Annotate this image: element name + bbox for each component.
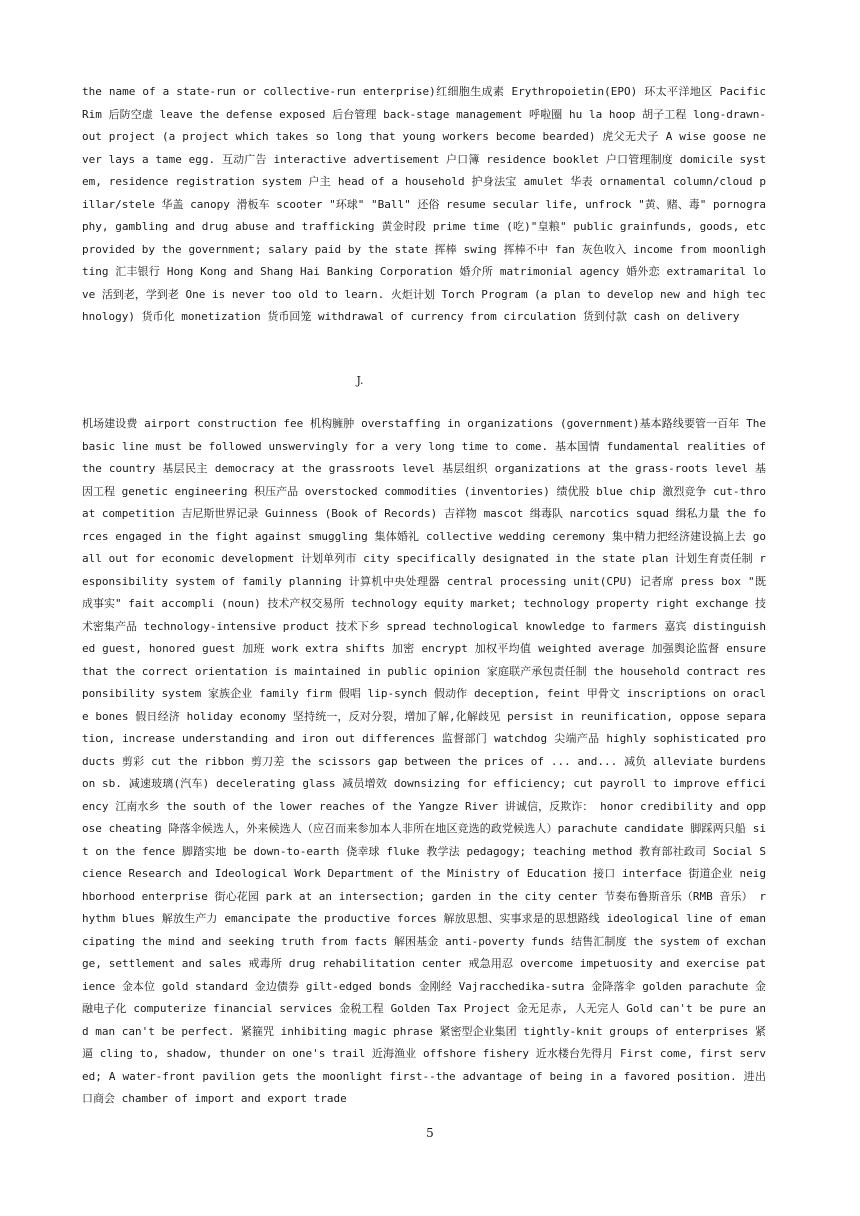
glossary-section-h-text: the name of a state-run or collective-run enterprise)红细胞生成素 Erythropoietin(EPO) 环太平洋地区 Pacific Rim 后防空虚 leave the defense exposed 后台管理 back-stage management 呼啦圈 hu la hoop 胡子工程 long-drawn-out project (a project which takes so long that young workers become bearded) 虎父无犬子 A wise goose never lays a tame egg. 互动广告 interactive advertisement 户口簿 residence booklet 户口管理制度 domicile system, residence registration system 户主 head of a household 护身法宝 amulet 华表 ornamental column/cloud pillar/stele 华盖 canopy 滑板车 scooter "环球" "Ball" 还俗 resume secular life, unfrock "黄、赌、毒" pornography, gambling and drug abuse and trafficking 黄金时段 prime time (吃)"皇粮" public grainfunds, goods, etc provided by the government; salary paid by the state 挥棒 swing 挥棒不中 fan 灰色收入 income from moonlighting 汇丰银行 Hong Kong and Shang Hai Banking Corporation 婚介所 matrimonial agency 婚外恋 extramarital love 活到老，学到老 One is never too old to learn. 火炬计划 Torch Program (a plan to develop new and high technology) 货币化 monetization 货币回笼 withdrawal of currency from circulation 货到付款 cash on delivery [82,85,766,323]
page-number: 5 [426,1126,434,1140]
section-heading-j: J. [356,374,364,387]
glossary-section-j-text: 机场建设费 airport construction fee 机构臃肿 overstaffing in organizations (government)基本路线要管一百年 The basic line must be followed unswervingly for a very long time to come. 基本国情 fundamental realities of the country 基层民主 democracy at the grassroots level 基层组织 organizations at the grass-roots level 基因工程 genetic engineering 积压产品 overstocked commodities (inventories) 绩优股 blue chip 激烈竞争 cut-throat competition 吉尼斯世界记录 Guinness (Book of Records) 吉祥物 mascot 缉毒队 narcotics squad 缉私力量 the forces engaged in the fight against smuggling 集体婚礼 collective wedding ceremony 集中精力把经济建设搞上去 go all out for economic development 计划单列市 city specifically designated in the state plan 计划生育责任制 responsibility system of family planning 计算机中央处理器 central processing unit(CPU) 记者席 press box "既成事实" fait accompli (noun) 技术产权交易所 technology equity market; technology property right exchange 技术密集产品 technology-intensive product 技术下乡 spread technological knowledge to farmers 嘉宾 distinguished guest, honored guest 加班 work extra shifts 加密 encrypt 加权平均值 weighted average 加强舆论监督 ensure that the correct orientation is maintained in public opinion 家庭联产承包责任制 the household contract responsibility system 家族企业 family firm 假唱 lip-synch 假动作 deception, feint 甲骨文 inscriptions on oracle bones 假日经济 holiday economy 坚持统一，反对分裂，增加了解,化解歧见 persist in reunification, oppose separation, increase understanding and iron out differences 监督部门 watchdog 尖端产品 highly sophisticated products 剪彩 cut the ribbon 剪刀差 the scissors gap between the prices of ... and... 减负 alleviate burdens on sb. 减速玻璃(汽车) decelerating glass 减员增效 downsizing for efficiency; cut payroll to improve efficiency 江南水乡 the south of the lower reaches of the Yangze River 讲诚信，反欺诈： honor credibility and oppose cheating 降落伞候选人，外来候选人（应召而来参加本人非所在地区竞选的政党候选人）parachute candidate 脚踩两只船 sit on the fence 脚踏实地 be down-to-earth 侥幸球 fluke 教学法 pedagogy; teaching method 教育部社政司 Social Science Research and Ideological Work Department of the Ministry of Education 接口 interface 街道企业 neighborhood enterprise 街心花园 park at an intersection; garden in the city center 节奏布鲁斯音乐（RMB 音乐） rhythm blues 解放生产力 emancipate the productive forces 解放思想、实事求是的思想路线 ideological line of emancipating the mind and seeking truth from facts 解困基金 anti-poverty funds 结售汇制度 the system of exchange, settlement and sales 戒毒所 drug rehabilitation center 戒急用忍 overcome impetuosity and exercise patience 金本位 gold standard 金边债券 gilt-edged bonds 金刚经 Vajracchedika-sutra 金降落伞 golden parachute 金融电子化 computerize financial services 金税工程 Golden Tax Project 金无足赤, 人无完人 Gold can't be pure and man can't be perfect. 紧箍咒 inhibiting magic phrase 紧密型企业集团 tightly-knit groups of enterprises 紧逼 cling to, shadow, thunder on one's trail 近海渔业 offshore fishery 近水楼台先得月 First come, first served; A water-front pavilion gets the moonlight first--the advantage of being in a favored position. 进出口商会 chamber of import and export trade [82,417,766,1105]
